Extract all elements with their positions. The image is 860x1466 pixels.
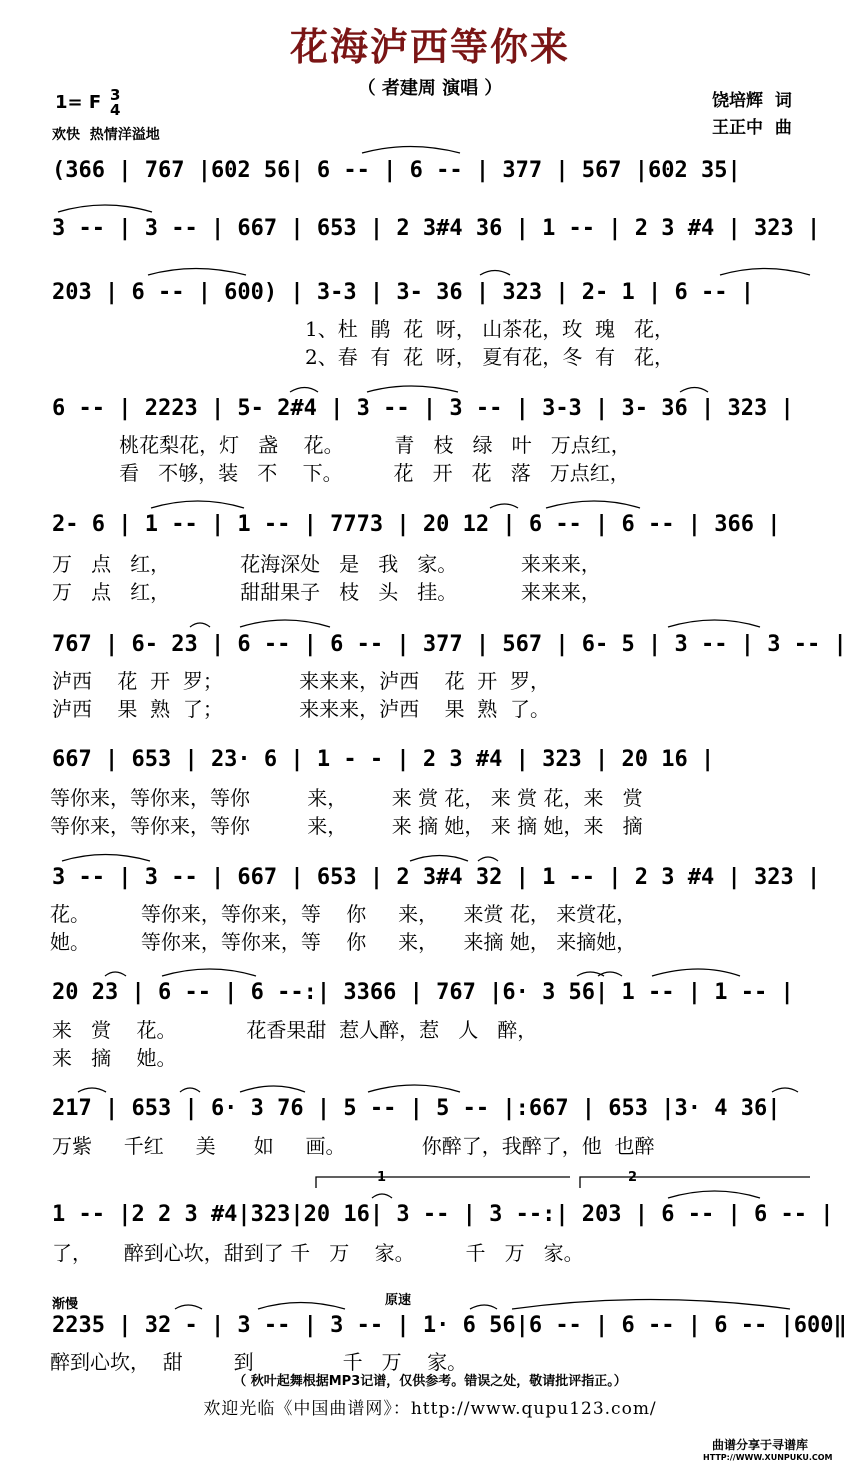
slur xyxy=(175,1305,202,1309)
slur xyxy=(490,504,518,508)
slur xyxy=(546,501,640,508)
transcription-note: （ 秋叶起舞根据MP3记谱，仅供参考。错误之处，敬请批评指正。） xyxy=(233,1374,627,1389)
lyrics-row-11: 了， 醉到心坎，甜到了 千 万 家。 千 万 家。 xyxy=(52,1241,584,1265)
slur xyxy=(478,857,498,861)
slur xyxy=(148,269,246,276)
slur xyxy=(240,620,330,627)
volta-1-bracket xyxy=(316,1177,570,1188)
score-row-5: 2- 6 | 1 -- | 1 -- | 7773 | 20 12 | 6 -- | 6 -- | 366 | xyxy=(52,512,781,537)
slur xyxy=(290,388,318,393)
score-row-12: 2235 | 32 - | 3 -- | 3 -- | 1· 6 56|6 -- | 6 -- | 6 -- |600‖ xyxy=(52,1313,847,1338)
volta-2-bracket xyxy=(580,1177,810,1188)
lyrics-row-12: 醉到心坎， 甜 到 千 万 家。 xyxy=(50,1350,468,1374)
slur xyxy=(151,501,244,508)
lyrics-row-3-verse-1: 1、杜 鹃 花 呀， 山茶花，玫 瑰 花， xyxy=(305,317,675,341)
a-tempo-marking: 原速 xyxy=(385,1293,412,1308)
ritardando-marking: 渐慢 xyxy=(52,1297,79,1312)
lyrics-row-4-verse-1: 桃花梨花，灯 盏 花。 青 枝 绿 叶 万点红， xyxy=(100,433,631,457)
score-row-2: 3 -- | 3 -- | 667 | 653 | 2 3#4 36 | 1 -- | 2 3 #4 | 323 | xyxy=(52,216,821,241)
lyrics-row-8-verse-2: 她。 等你来，等你来，等 你 来， 来摘 她， 来摘她， xyxy=(50,930,637,954)
slur xyxy=(470,1305,497,1309)
slur xyxy=(105,972,126,976)
slur xyxy=(772,1088,798,1092)
slur xyxy=(652,969,740,976)
volta-1-label: 1 xyxy=(377,1170,387,1185)
slur xyxy=(180,1088,200,1092)
lyrics-row-9-verse-2: 来 摘 她。 xyxy=(52,1046,177,1070)
score-row-9: 20 23 | 6 -- | 6 --:| 3366 | 767 |6· 3 56| 1 -- | 1 -- | xyxy=(52,980,794,1005)
slur xyxy=(240,1086,305,1092)
slur xyxy=(78,1088,106,1092)
score-row-8: 3 -- | 3 -- | 667 | 653 | 2 3#4 32 | 1 -- | 2 3 #4 | 323 | xyxy=(52,865,821,890)
score-row-6: 767 | 6- 23 | 6 -- | 6 -- | 377 | 567 | 6- 5 | 3 -- | 3 -- | xyxy=(52,632,847,657)
lyrics-row-7-verse-2: 等你来，等你来，等你 来， 来 摘 她， 来 摘 她，来 摘 xyxy=(50,814,643,838)
singer-credit: （ 者建周 演唱 ） xyxy=(357,78,503,99)
tempo-marking: 欢快 热情洋溢地 xyxy=(52,127,160,143)
slur xyxy=(480,271,510,276)
slur xyxy=(410,856,468,862)
slur xyxy=(372,1194,392,1198)
lyrics-row-5-verse-1: 万 点 红， 花海深处 是 我 家。 来来来， xyxy=(52,552,601,576)
slur xyxy=(668,620,760,627)
slur xyxy=(368,1085,460,1092)
lyrics-row-6-verse-2: 泸西 果 熟 了； 来来来，泸西 果 熟 了。 xyxy=(52,697,551,721)
lyrics-row-7-verse-1: 等你来，等你来，等你 来， 来 赏 花， 来 赏 花，来 赏 xyxy=(50,786,643,810)
lyrics-row-6-verse-1: 泸西 花 开 罗； 来来来，泸西 花 开 罗， xyxy=(52,669,551,693)
song-title: 花海泸西等你来 xyxy=(289,24,570,69)
slur xyxy=(367,386,458,392)
key-signature: 1= F xyxy=(55,92,102,113)
slur xyxy=(680,388,708,393)
score-row-3: 203 | 6 -- | 600) | 3-3 | 3- 36 | 323 | 2- 1 | 6 -- | xyxy=(52,280,754,305)
site-welcome: 欢迎光临《中国曲谱网》：http://www.qupu123.com/ xyxy=(203,1399,657,1419)
score-row-1: (366 | 767 |602 56| 6 -- | 6 -- | 377 | 567 |602 35| xyxy=(52,158,741,183)
slur xyxy=(720,269,810,276)
lyrics-row-8-verse-1: 花。 等你来，等你来，等 你 来， 来赏 花， 来赏花， xyxy=(50,902,637,926)
slur xyxy=(668,1191,760,1198)
slur xyxy=(58,205,152,212)
slur xyxy=(512,1300,790,1310)
score-row-11: 1 -- |2 2 3 #4|323|20 16| 3 -- | 3 --:| 203 | 6 -- | 6 -- | xyxy=(52,1202,834,1227)
lyrics-row-9-verse-1: 来 赏 花。 花香果甜 惹人醉，惹 人 醉， xyxy=(52,1018,538,1042)
watermark-url: HTTP://WWW.XUNPUKU.COM xyxy=(703,1453,833,1462)
lyricist: 饶培辉 词 xyxy=(712,91,792,111)
slur xyxy=(190,623,210,627)
score-row-4: 6 -- | 2223 | 5- 2#4 | 3 -- | 3 -- | 3-3 | 3- 36 | 323 | xyxy=(52,396,794,421)
watermark-text: 曲谱分享于寻谱库 xyxy=(712,1438,809,1452)
slur xyxy=(162,969,256,976)
volta-2-label: 2 xyxy=(628,1170,638,1185)
time-bottom: 4 xyxy=(110,101,121,119)
lyrics-row-3-verse-2: 2、春 有 花 呀， 夏有花，冬 有 花， xyxy=(305,345,675,369)
composer: 王正中 曲 xyxy=(712,118,792,138)
time-top: 3 xyxy=(110,86,121,104)
lyrics-row-5-verse-2: 万 点 红， 甜甜果子 枝 头 挂。 来来来， xyxy=(52,580,601,604)
lyrics-row-4-verse-2: 看 不够，装 不 下。 花 开 花 落 万点红， xyxy=(100,461,630,485)
slur xyxy=(362,147,460,154)
slur xyxy=(258,1303,345,1310)
slur xyxy=(62,855,150,862)
score-row-7: 667 | 653 | 23· 6 | 1 - - | 2 3 #4 | 323 | 20 16 | xyxy=(52,747,715,772)
lyrics-row-10: 万紫 千红 美 如 画。 你醉了，我醉了，他 也醉 xyxy=(52,1134,655,1158)
score-row-10: 217 | 653 | 6· 3 76 | 5 -- | 5 -- |:667 | 653 |3· 4 36| xyxy=(52,1096,781,1121)
